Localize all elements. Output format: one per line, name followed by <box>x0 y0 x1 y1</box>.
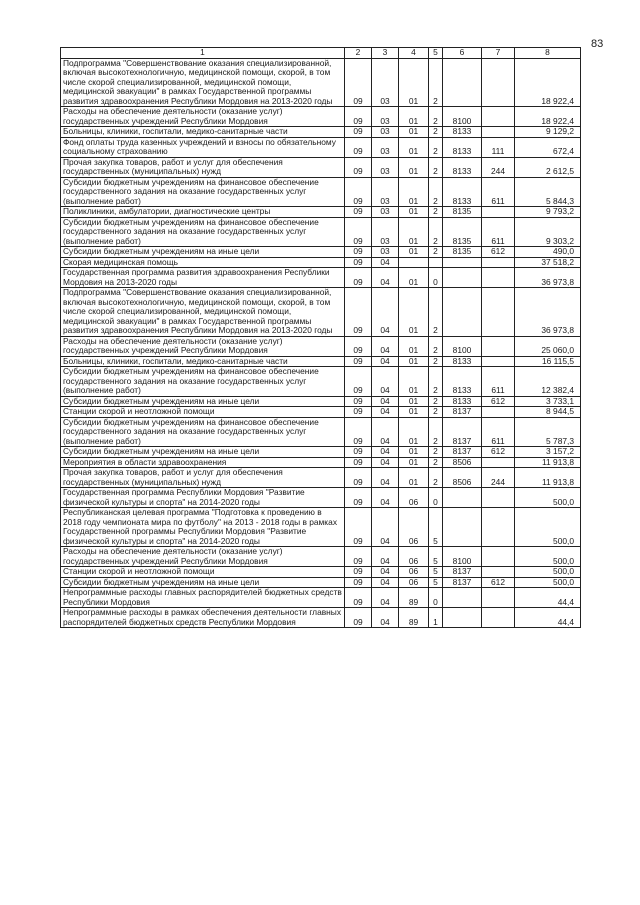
code-cell <box>482 336 515 356</box>
code-cell: 04 <box>372 396 399 407</box>
table-row <box>61 396 581 407</box>
expense-name-cell: Больницы, клиники, госпитали, медико-санитарные части <box>61 356 345 367</box>
code-cell: 8137 <box>443 417 482 447</box>
budget-table <box>60 47 581 628</box>
table-row <box>61 58 581 107</box>
code-cell: 09 <box>345 257 372 268</box>
code-cell: 09 <box>345 447 372 458</box>
code-cell: 01 <box>399 58 429 107</box>
expense-name-cell: Субсидии бюджетным учреждениям на иные цели <box>61 247 345 258</box>
amount-cell: 18 922,4 <box>515 58 581 107</box>
code-cell: 01 <box>399 137 429 157</box>
code-cell: 0 <box>429 588 443 608</box>
expense-name-cell: Прочая закупка товаров, работ и услуг для обеспечения государственных (муниципальных) нужд <box>61 157 345 177</box>
table-row <box>61 468 581 488</box>
table-row <box>61 107 581 127</box>
header-cell: 4 <box>399 48 429 59</box>
expense-name-cell: Мероприятия в области здравоохранения <box>61 457 345 468</box>
code-cell: 8135 <box>443 207 482 218</box>
code-cell: 04 <box>372 577 399 588</box>
expense-name-cell: Субсидии бюджетным учреждениям на иные цели <box>61 447 345 458</box>
code-cell: 06 <box>399 567 429 578</box>
code-cell: 244 <box>482 157 515 177</box>
code-cell: 01 <box>399 217 429 247</box>
code-cell: 09 <box>345 58 372 107</box>
code-cell <box>482 127 515 138</box>
code-cell: 8137 <box>443 577 482 588</box>
code-cell: 09 <box>345 417 372 447</box>
code-cell <box>482 508 515 547</box>
code-cell: 8137 <box>443 407 482 418</box>
amount-cell: 37 518,2 <box>515 257 581 268</box>
code-cell: 01 <box>399 247 429 258</box>
code-cell: 04 <box>372 367 399 397</box>
header-cell: 8 <box>515 48 581 59</box>
code-cell: 09 <box>345 288 372 337</box>
code-cell: 2 <box>429 58 443 107</box>
code-cell <box>482 356 515 367</box>
code-cell: 2 <box>429 137 443 157</box>
expense-name-cell: Фонд оплаты труда казенных учреждений и взносы по обязательному социальному страхованию <box>61 137 345 157</box>
table-row <box>61 457 581 468</box>
code-cell: 01 <box>399 336 429 356</box>
amount-cell: 3 157,2 <box>515 447 581 458</box>
table-row <box>61 288 581 337</box>
code-cell: 09 <box>345 577 372 588</box>
code-cell: 8506 <box>443 468 482 488</box>
amount-cell: 672,4 <box>515 137 581 157</box>
code-cell: 8137 <box>443 447 482 458</box>
code-cell <box>482 457 515 468</box>
code-cell: 04 <box>372 468 399 488</box>
code-cell <box>443 588 482 608</box>
code-cell <box>443 488 482 508</box>
code-cell <box>443 288 482 337</box>
expense-name-cell: Республиканская целевая программа "Подготовка к проведению в 2018 году чемпионата мира по футболу" на 2013 - 2018 годы в рамках Государственной программы Республики Мордовия "Развитие физической культуры и спорта" на 2014-2020 годы <box>61 508 345 547</box>
amount-cell: 44,4 <box>515 588 581 608</box>
code-cell <box>482 608 515 628</box>
expense-name-cell: Непрограммные расходы главных распорядителей бюджетных средств Республики Мордовия <box>61 588 345 608</box>
code-cell: 89 <box>399 608 429 628</box>
amount-cell: 5 787,3 <box>515 417 581 447</box>
code-cell: 01 <box>399 107 429 127</box>
code-cell: 09 <box>345 127 372 138</box>
amount-cell: 500,0 <box>515 577 581 588</box>
expense-name-cell: Больницы, клиники, госпитали, медико-санитарные части <box>61 127 345 138</box>
code-cell: 03 <box>372 107 399 127</box>
code-cell: 03 <box>372 247 399 258</box>
expense-name-cell: Субсидии бюджетным учреждениям на иные цели <box>61 577 345 588</box>
expense-name-cell: Субсидии бюджетным учреждениям на финансовое обеспечение государственного задания на оказание государственных услуг (выполнение работ) <box>61 417 345 447</box>
code-cell: 09 <box>345 268 372 288</box>
code-cell: 01 <box>399 127 429 138</box>
table-row <box>61 336 581 356</box>
table-row <box>61 157 581 177</box>
code-cell: 06 <box>399 488 429 508</box>
code-cell: 2 <box>429 127 443 138</box>
expense-name-cell: Подпрограмма "Совершенствование оказания специализированной, включая высокотехнологичную, медицинской помощи, скорой, в том числе скорой специализированной, медицинской помощи, медицинской эвакуации" в рамках Государственной программы развития здравоохранения Республики Мордовия на 2013-2020 годы <box>61 288 345 337</box>
header-cell: 6 <box>443 48 482 59</box>
code-cell: 612 <box>482 577 515 588</box>
expense-name-cell: Субсидии бюджетным учреждениям на финансовое обеспечение государственного задания на оказание государственных услуг (выполнение работ) <box>61 217 345 247</box>
code-cell: 04 <box>372 547 399 567</box>
code-cell: 612 <box>482 447 515 458</box>
code-cell: 01 <box>399 367 429 397</box>
expense-name-cell: Государственная программа Республики Мордовия "Развитие физической культуры и спорта" на 2014-2020 годы <box>61 488 345 508</box>
code-cell: 01 <box>399 396 429 407</box>
code-cell: 09 <box>345 336 372 356</box>
code-cell: 09 <box>345 177 372 207</box>
code-cell: 04 <box>372 567 399 578</box>
amount-cell: 3 733,1 <box>515 396 581 407</box>
table-row <box>61 367 581 397</box>
header-cell: 2 <box>345 48 372 59</box>
code-cell: 5 <box>429 547 443 567</box>
code-cell: 611 <box>482 367 515 397</box>
code-cell: 8133 <box>443 137 482 157</box>
table-row <box>61 127 581 138</box>
code-cell: 09 <box>345 457 372 468</box>
code-cell: 09 <box>345 356 372 367</box>
code-cell <box>482 547 515 567</box>
code-cell: 06 <box>399 577 429 588</box>
code-cell: 611 <box>482 177 515 207</box>
code-cell: 612 <box>482 396 515 407</box>
code-cell: 04 <box>372 268 399 288</box>
amount-cell: 11 913,8 <box>515 468 581 488</box>
code-cell: 04 <box>372 588 399 608</box>
code-cell: 09 <box>345 157 372 177</box>
code-cell: 0 <box>429 268 443 288</box>
amount-cell: 500,0 <box>515 567 581 578</box>
code-cell: 01 <box>399 356 429 367</box>
amount-cell: 9 129,2 <box>515 127 581 138</box>
code-cell: 2 <box>429 177 443 207</box>
code-cell: 2 <box>429 107 443 127</box>
code-cell <box>482 207 515 218</box>
amount-cell: 44,4 <box>515 608 581 628</box>
code-cell: 8133 <box>443 367 482 397</box>
amount-cell: 9 793,2 <box>515 207 581 218</box>
code-cell: 09 <box>345 367 372 397</box>
code-cell: 611 <box>482 217 515 247</box>
amount-cell: 16 115,5 <box>515 356 581 367</box>
amount-cell: 8 944,5 <box>515 407 581 418</box>
code-cell: 2 <box>429 217 443 247</box>
code-cell: 04 <box>372 488 399 508</box>
amount-cell: 5 844,3 <box>515 177 581 207</box>
code-cell: 06 <box>399 547 429 567</box>
code-cell: 09 <box>345 567 372 578</box>
table-row <box>61 447 581 458</box>
code-cell <box>482 288 515 337</box>
code-cell: 111 <box>482 137 515 157</box>
code-cell: 09 <box>345 588 372 608</box>
code-cell <box>443 257 482 268</box>
code-cell: 09 <box>345 247 372 258</box>
table-row <box>61 137 581 157</box>
table-row <box>61 407 581 418</box>
code-cell <box>443 58 482 107</box>
code-cell: 2 <box>429 417 443 447</box>
code-cell: 09 <box>345 547 372 567</box>
code-cell: 04 <box>372 508 399 547</box>
code-cell: 01 <box>399 288 429 337</box>
amount-cell: 18 922,4 <box>515 107 581 127</box>
code-cell: 04 <box>372 356 399 367</box>
code-cell <box>482 407 515 418</box>
code-cell: 03 <box>372 127 399 138</box>
code-cell: 09 <box>345 508 372 547</box>
code-cell: 2 <box>429 447 443 458</box>
amount-cell: 25 060,0 <box>515 336 581 356</box>
amount-cell: 500,0 <box>515 547 581 567</box>
expense-name-cell: Субсидии бюджетным учреждениям на финансовое обеспечение государственного задания на оказание государственных услуг (выполнение работ) <box>61 177 345 207</box>
code-cell: 09 <box>345 137 372 157</box>
code-cell: 2 <box>429 367 443 397</box>
code-cell: 03 <box>372 177 399 207</box>
expense-name-cell: Станции скорой и неотложной помощи <box>61 407 345 418</box>
code-cell: 01 <box>399 468 429 488</box>
code-cell: 8100 <box>443 336 482 356</box>
code-cell: 01 <box>399 407 429 418</box>
code-cell: 06 <box>399 508 429 547</box>
code-cell: 8133 <box>443 177 482 207</box>
table-row <box>61 547 581 567</box>
code-cell: 09 <box>345 407 372 418</box>
code-cell <box>429 257 443 268</box>
expense-name-cell: Поликлиники, амбулатории, диагностические центры <box>61 207 345 218</box>
code-cell: 5 <box>429 567 443 578</box>
code-cell: 8135 <box>443 217 482 247</box>
table-row <box>61 588 581 608</box>
code-cell: 09 <box>345 468 372 488</box>
amount-cell: 12 382,4 <box>515 367 581 397</box>
expense-name-cell: Государственная программа развития здравоохранения Республики Мордовия на 2013-2020 годы <box>61 268 345 288</box>
table-row <box>61 217 581 247</box>
table-row <box>61 577 581 588</box>
code-cell <box>482 257 515 268</box>
code-cell: 04 <box>372 257 399 268</box>
code-cell: 8133 <box>443 127 482 138</box>
code-cell: 01 <box>399 268 429 288</box>
code-cell: 09 <box>345 396 372 407</box>
expense-name-cell: Прочая закупка товаров, работ и услуг для обеспечения государственных (муниципальных) нужд <box>61 468 345 488</box>
code-cell: 8133 <box>443 356 482 367</box>
amount-cell: 490,0 <box>515 247 581 258</box>
expense-name-cell: Расходы на обеспечение деятельности (оказание услуг) государственных учреждений Республики Мордовия <box>61 107 345 127</box>
code-cell: 04 <box>372 407 399 418</box>
code-cell: 2 <box>429 468 443 488</box>
code-cell: 8133 <box>443 157 482 177</box>
header-cell: 3 <box>372 48 399 59</box>
code-cell: 5 <box>429 508 443 547</box>
code-cell: 03 <box>372 157 399 177</box>
expense-name-cell: Непрограммные расходы в рамках обеспечения деятельности главных распорядителей бюджетных средств Республики Мордовия <box>61 608 345 628</box>
code-cell: 8506 <box>443 457 482 468</box>
code-cell: 01 <box>399 177 429 207</box>
code-cell: 8100 <box>443 547 482 567</box>
code-cell: 611 <box>482 417 515 447</box>
code-cell: 2 <box>429 247 443 258</box>
code-cell <box>399 257 429 268</box>
code-cell: 8100 <box>443 107 482 127</box>
expense-name-cell: Подпрограмма "Совершенствование оказания специализированной, включая высокотехнологичную, медицинской помощи, скорой, в том числе скорой специализированной, медицинской помощи, медицинской эвакуации" в рамках Государственной программы развития здравоохранения Республики Мордовия на 2013-2020 годы <box>61 58 345 107</box>
expense-name-cell: Субсидии бюджетным учреждениям на иные цели <box>61 396 345 407</box>
page-number: 83 <box>591 38 604 50</box>
code-cell: 09 <box>345 217 372 247</box>
amount-cell: 11 913,8 <box>515 457 581 468</box>
header-row <box>61 48 581 59</box>
code-cell: 04 <box>372 447 399 458</box>
code-cell <box>482 488 515 508</box>
expense-name-cell: Скорая медицинская помощь <box>61 257 345 268</box>
amount-cell: 2 612,5 <box>515 157 581 177</box>
code-cell: 2 <box>429 288 443 337</box>
code-cell <box>482 588 515 608</box>
code-cell <box>482 567 515 578</box>
expense-name-cell: Расходы на обеспечение деятельности (оказание услуг) государственных учреждений Республики Мордовия <box>61 336 345 356</box>
code-cell: 04 <box>372 336 399 356</box>
expense-name-cell: Станции скорой и неотложной помощи <box>61 567 345 578</box>
code-cell: 03 <box>372 58 399 107</box>
header-cell: 1 <box>61 48 345 59</box>
code-cell: 89 <box>399 588 429 608</box>
code-cell <box>443 508 482 547</box>
amount-cell: 500,0 <box>515 508 581 547</box>
code-cell: 03 <box>372 207 399 218</box>
table-row <box>61 247 581 258</box>
code-cell: 01 <box>399 417 429 447</box>
code-cell <box>443 608 482 628</box>
code-cell: 04 <box>372 417 399 447</box>
code-cell: 0 <box>429 488 443 508</box>
table-row <box>61 567 581 578</box>
expense-name-cell: Расходы на обеспечение деятельности (оказание услуг) государственных учреждений Республики Мордовия <box>61 547 345 567</box>
table-row <box>61 417 581 447</box>
table-row <box>61 207 581 218</box>
code-cell: 01 <box>399 447 429 458</box>
code-cell: 8133 <box>443 396 482 407</box>
code-cell <box>443 268 482 288</box>
code-cell: 09 <box>345 488 372 508</box>
table-row <box>61 177 581 207</box>
code-cell: 2 <box>429 396 443 407</box>
code-cell: 04 <box>372 457 399 468</box>
code-cell: 2 <box>429 157 443 177</box>
code-cell <box>482 268 515 288</box>
code-cell: 03 <box>372 137 399 157</box>
amount-cell: 36 973,8 <box>515 288 581 337</box>
table-row <box>61 488 581 508</box>
code-cell: 612 <box>482 247 515 258</box>
code-cell: 2 <box>429 356 443 367</box>
amount-cell: 36 973,8 <box>515 268 581 288</box>
code-cell: 04 <box>372 288 399 337</box>
code-cell: 09 <box>345 608 372 628</box>
code-cell: 03 <box>372 217 399 247</box>
expense-name-cell: Субсидии бюджетным учреждениям на финансовое обеспечение государственного задания на оказание государственных услуг (выполнение работ) <box>61 367 345 397</box>
table-row <box>61 268 581 288</box>
code-cell: 01 <box>399 157 429 177</box>
amount-cell: 9 303,2 <box>515 217 581 247</box>
code-cell: 09 <box>345 107 372 127</box>
code-cell: 244 <box>482 468 515 488</box>
code-cell: 01 <box>399 457 429 468</box>
code-cell: 5 <box>429 577 443 588</box>
header-cell: 5 <box>429 48 443 59</box>
table-body <box>61 58 581 628</box>
code-cell <box>482 58 515 107</box>
code-cell: 2 <box>429 457 443 468</box>
code-cell: 2 <box>429 207 443 218</box>
code-cell: 04 <box>372 608 399 628</box>
table-row <box>61 608 581 628</box>
code-cell: 8135 <box>443 247 482 258</box>
code-cell: 2 <box>429 407 443 418</box>
code-cell: 8137 <box>443 567 482 578</box>
table-row <box>61 356 581 367</box>
code-cell <box>482 107 515 127</box>
table-row <box>61 257 581 268</box>
header-cell: 7 <box>482 48 515 59</box>
table-row <box>61 508 581 547</box>
code-cell: 09 <box>345 207 372 218</box>
code-cell: 1 <box>429 608 443 628</box>
amount-cell: 500,0 <box>515 488 581 508</box>
code-cell: 2 <box>429 336 443 356</box>
code-cell: 01 <box>399 207 429 218</box>
